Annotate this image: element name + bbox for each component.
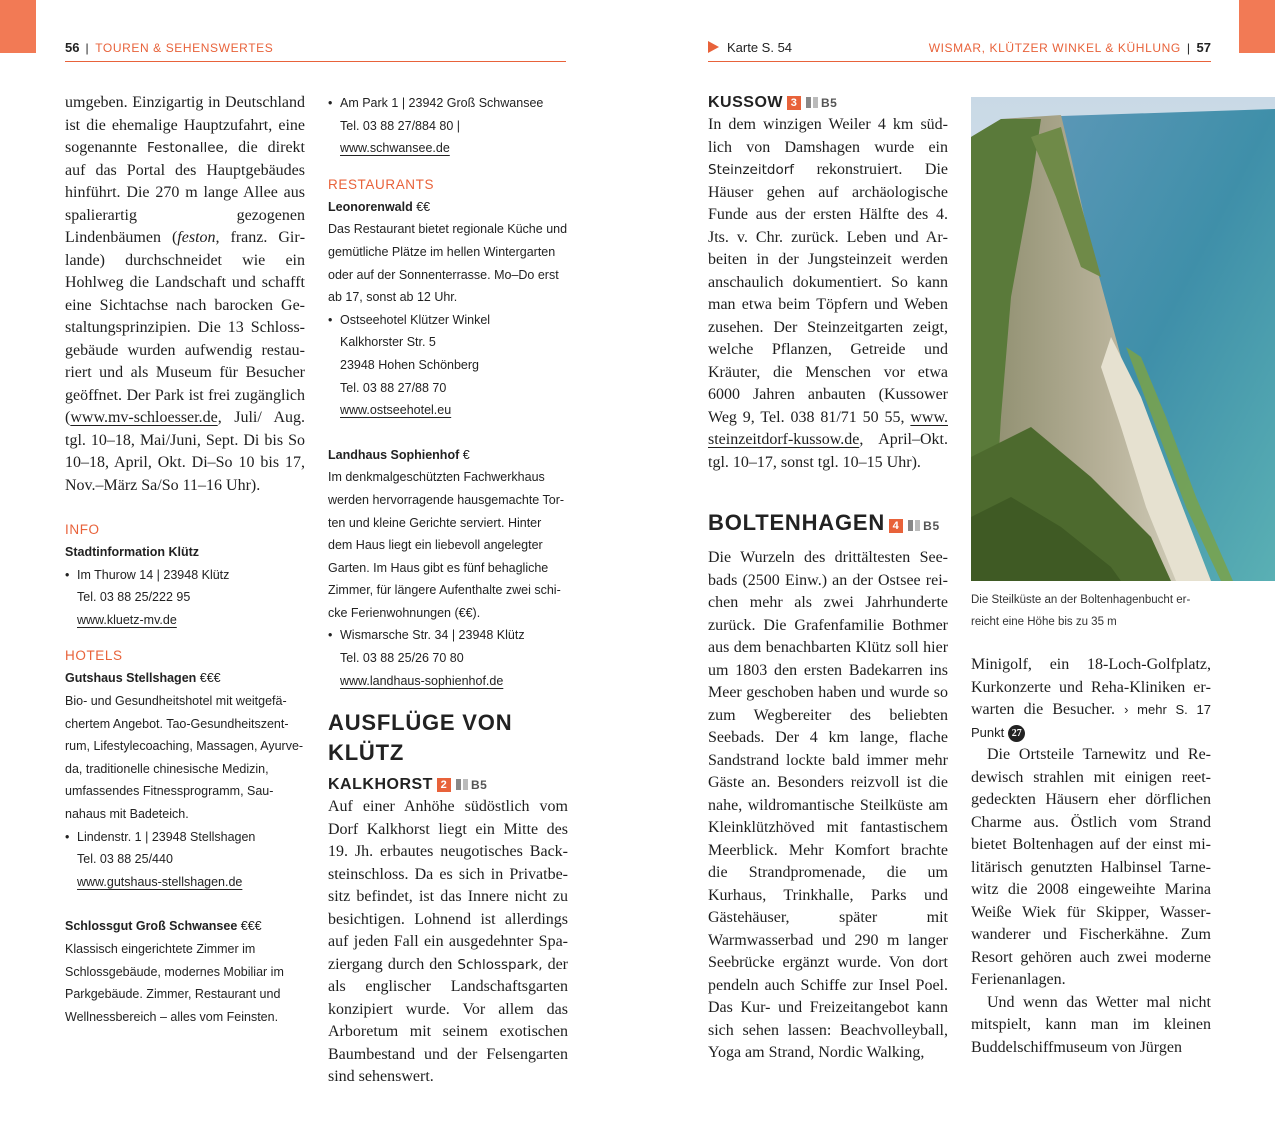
venue-description: Bio- und Gesundheitshotel mit weitgefä- chertem Angebot. Tao-Gesundheitszent- rum, Lifestylecoaching, Massagen, Ayurve- da, traditionelle chinesische Medizin, umfassendes Fitnessprogramm, Sau- nahaus mit Badeteich. <box>65 693 304 821</box>
web-link[interactable]: www.schwansee.de <box>340 141 450 156</box>
address: • Lindenstr. 1 | 23948 Stellshagen <box>65 826 305 849</box>
kalkhorst-heading: KALKHORST 2 B5 <box>328 776 488 794</box>
ortsteile-paragraph: Die Ortsteile Tarnewitz und Redewisch strahlen mit einigen reetgedeckten Häusern eher dörflichen Charme aus. Östlich vom Strand bietet Boltenhagen auf der einst militärisch genutzten Halbinsel Tarnewitz die 2008 eingeweihte Marina Weiße Wiek für Skipper, Wasserwanderer und Fischerkähne. Zum Resort gehören auch zwei moderne Ferienanlagen. <box>971 746 1211 988</box>
grid-reference: B5 <box>821 96 838 110</box>
column-1 <box>65 92 305 1028</box>
web-link[interactable]: www.mv-schloesser.de <box>70 409 218 426</box>
venue-description: Im denkmalgeschützten Fachwerkhaus werden hervorragende hausgemachte Tor- ten und kleine Gerichte serviert. Hinter dem Haus liegt ein liebevoll angelegter Garten. Im Haus gibt es fünf behagliche Zimmer, für längere Aufenthalte zwei schi- cke Ferienwohnungen (€€). <box>328 470 565 620</box>
map-reference[interactable]: Karte S. 54 <box>727 40 793 55</box>
venue-name: Stadtinformation Klütz <box>65 545 200 559</box>
boltenhagen-paragraph: Die Wurzeln des drittältesten Seebads (2500 Einw.) an der Ostsee reichen mehr als zwei Jahrhunderte zurück. Die Grafenfamilie Bothmer aus dem benachbarten Klütz soll hier um 1803 den ersten Badekarren ins Meer geschoben haben und wurde so zum Wegbereiter des beliebten Seebads. Der 4 km lange, flache Sandstrand lockte bald immer mehr Gäste an. Besonders reizvoll ist die nahe, wildromantische Steilküste am Kleinklützhöved mit fantastischem Meerblick. Mehr Komfort brachte die Strandpromenade, die um Kurhaus, Trinkhalle, Parks und Gästehäuser, später mit Warmwasserbad und 290 m langer Seebrücke ergänzt wurde. Von dort pendeln auch Schiffe zur Insel Poel. Das Kur- und Freizeitangebot kann sich sehen lassen: Beachvolleyball, Yoga am Strand, Nordic Walking, <box>708 549 949 1061</box>
excursions-heading: AUSFLÜGE VON KLÜTZ <box>328 710 513 766</box>
book-icon <box>456 779 468 790</box>
phone: Tel. 03 88 27/88 70 <box>340 380 447 395</box>
column-3 <box>708 92 948 1065</box>
page-tab-right <box>1239 0 1275 53</box>
kussow-paragraph: In dem winzigen Weiler 4 km südlich von Damshagen wurde ein Steinzeitdorf rekonstruiert. Die Häuser gehen auf archäologische Funde aus der ersten Hälfte des 4. Jts. v. Chr. zurück. Leben und Arbeiten in der Jungsteinzeit werden anschaulich dokumentiert. So kann man etwa beim Töpfern und Weben zusehen. Der Steinzeitgarten zeigt, welche Pflanzen, Getreide und Kräuter, die Menschen vor etwa 6000 Jahren anbauten (Kussower Weg 9, Tel. 038 81/71 50 55, www. steinzeitdorf-kussow.de, April–Okt. tgl. 10–17, sonst tgl. 10–15 Uhr). <box>708 116 949 471</box>
phone: Tel. 03 88 25/440 <box>77 852 173 867</box>
address: • Ostseehotel Klützer Winkel <box>328 309 568 332</box>
photo-caption: Die Steilküste an der Boltenhagenbucht er- reicht eine Höhe bis zu 35 m <box>971 594 1191 628</box>
boltenhagen-continued: Minigolf, ein 18-Loch-Golfplatz, Kurkonzerte und Reha-Kliniken erwarten die Besucher. › mehr S. 17 Punkt 27 <box>971 656 1211 740</box>
grid-reference: B5 <box>923 519 941 533</box>
address: • Wismarsche Str. 34 | 23948 Klütz <box>328 624 568 647</box>
page-number-left: 56 <box>65 40 80 55</box>
map-point-badge: 4 <box>889 519 903 533</box>
grid-reference: B5 <box>470 778 488 793</box>
cross-reference-point: Punkt <box>971 724 1005 740</box>
kalkhorst-paragraph: Auf einer Anhöhe südöstlich vom Dorf Kalkhorst liegt ein Mitte des 19. Jh. erbautes neugotisches Backsteinschloss. Da es sich in Privatbesitz befindet, ist das Innere nicht zu besichtigen. Lohnend ist allerdings auf jeden Fall ein ausgedehnter Spaziergang durch den Schlosspark, der als englischer Landschaftsgarten konzipiert wurde. Vor allem das Arboretum mit seinem exotischen Baumbestand und der Felsengarten sind sehenswert. <box>328 798 568 1086</box>
page-tab-left <box>0 0 36 53</box>
web-link[interactable]: www. steinzeitdorf-kussow.de <box>708 408 948 448</box>
restaurants-heading: RESTAURANTS <box>328 176 435 192</box>
address: • Im Thurow 14 | 23948 Klütz <box>65 564 305 587</box>
web-link[interactable]: www.landhaus-sophienhof.de <box>340 673 504 688</box>
column-2 <box>328 92 568 1089</box>
web-link[interactable]: www.kluetz-mv.de <box>77 612 177 627</box>
cliff-coast-image <box>971 97 1275 581</box>
info-block <box>65 541 305 631</box>
map-point-badge: 3 <box>787 96 801 110</box>
phone: Tel. 03 88 25/26 70 80 <box>340 651 464 666</box>
venue-name: Landhaus Sophienhof € <box>328 447 470 462</box>
map-point-badge: 2 <box>437 778 451 792</box>
running-head-left <box>65 39 566 62</box>
schloss-paragraph: umgeben. Einzigartig in Deutschland ist die ehemalige Hauptzufahrt, eine sogenannte Festonallee, die direkt auf das Portal des Hauptgebäudes hinführt. Die 270 m lange Allee aus spalierartig gezogenen Lindenbäumen (feston, franz. Girlande) durchschneidet wie ein Hohlweg die Landschaft und schafft eine Sichtachse nach barocken Gestaltungsprinzipien. Die 13 Schlossgebäude wurden aufwendig restauriert und als Museum für Besucher geöffnet. Der Park ist frei zugänglich (www.mv-schloesser.de, Juli/ Aug. tgl. 10–18, Mai/Juni, Sept. Di bis So 10–18, April, Okt. Di–So 10 bis 17, Nov.–März Sa/So 11–16 Uhr). <box>65 94 306 494</box>
phone: Tel. 03 88 25/222 95 <box>77 590 191 605</box>
cross-reference[interactable]: › mehr S. 17 <box>1124 702 1211 717</box>
arrow-icon <box>708 41 719 53</box>
address: • Am Park 1 | 23942 Groß Schwansee <box>328 92 568 115</box>
point-number-badge: 27 <box>1008 725 1025 742</box>
page-number-right: 57 <box>1196 40 1211 55</box>
venue-description: Klassisch eingerichtete Zimmer im Schlossgebäude, modernes Mobiliar im Parkgebäude. Zimmer, Restaurant und Wellnessbereich – alles vom Feinsten. <box>65 941 284 1024</box>
phone: Tel. 03 88 27/884 80 | www.schwansee.de <box>340 118 461 156</box>
coast-photo <box>971 97 1275 581</box>
venue-description: Das Restaurant bietet regionale Küche und gemütliche Plätze im hellen Wintergarten oder auf der Sonnenterrasse. Mo–Do erst ab 17, sonst ab 12 Uhr. <box>328 222 568 305</box>
wetter-paragraph: Und wenn das Wetter mal nicht mitspielt, kann man im kleinen Buddelschiffmuseum von Jürgen <box>971 993 1211 1056</box>
hotels-block <box>65 667 305 1028</box>
venue-name: Schlossgut Groß Schwansee €€€ <box>65 919 262 934</box>
hotels-heading: HOTELS <box>65 648 123 664</box>
venue-name: Gutshaus Stellshagen €€€ <box>65 671 221 686</box>
section-title-right: WISMAR, KLÜTZER WINKEL & KÜHLUNG | 57 <box>928 40 1211 55</box>
kussow-heading: KUSSOW 3 B5 <box>708 94 838 111</box>
book-icon <box>806 97 818 108</box>
book-icon <box>908 520 920 531</box>
boltenhagen-heading: BOLTENHAGEN 4 B5 <box>708 510 941 535</box>
section-title-left: TOUREN & SEHENSWERTES <box>95 41 274 55</box>
separator: | <box>85 41 90 55</box>
restaurants-block: Leonorenwald €€ Das Restaurant bietet regionale Küche und gemütliche Plätze im hellen Wintergarten oder auf der Sonnenterrasse. Mo–Do erst ab 17, sonst ab 12 Uhr. • Ostseehotel Klützer Winkel Kalkhorster Str. 5 23948 Hohen Schönberg Tel. 03 88 27/88 70 www.ostseehotel.eu Landhaus Sophienhof € Im denkmalgeschützten Fachwerkhaus werden hervorragende hausgemachte Tor- ten und kleine Gerichte serviert. Hinter dem Haus liegt ein liebevoll angelegter Garten. Im Haus gibt es fünf behagliche Zimmer, für längere Aufenthalte zwei schi- cke Ferienwohnungen (€€). • Wismarsche Str. 34 | 23948 Klütz Tel. 03 88 25/26 70 80 www.landhaus-sophienhof.de <box>328 196 568 692</box>
running-head-right <box>708 39 1211 62</box>
web-link[interactable]: www.ostseehotel.eu <box>340 403 452 418</box>
venue-name: Leonorenwald €€ <box>328 199 431 214</box>
column-4 <box>971 654 1211 1059</box>
web-link[interactable]: www.gutshaus-stellshagen.de <box>77 874 243 889</box>
info-heading: INFO <box>65 522 100 537</box>
